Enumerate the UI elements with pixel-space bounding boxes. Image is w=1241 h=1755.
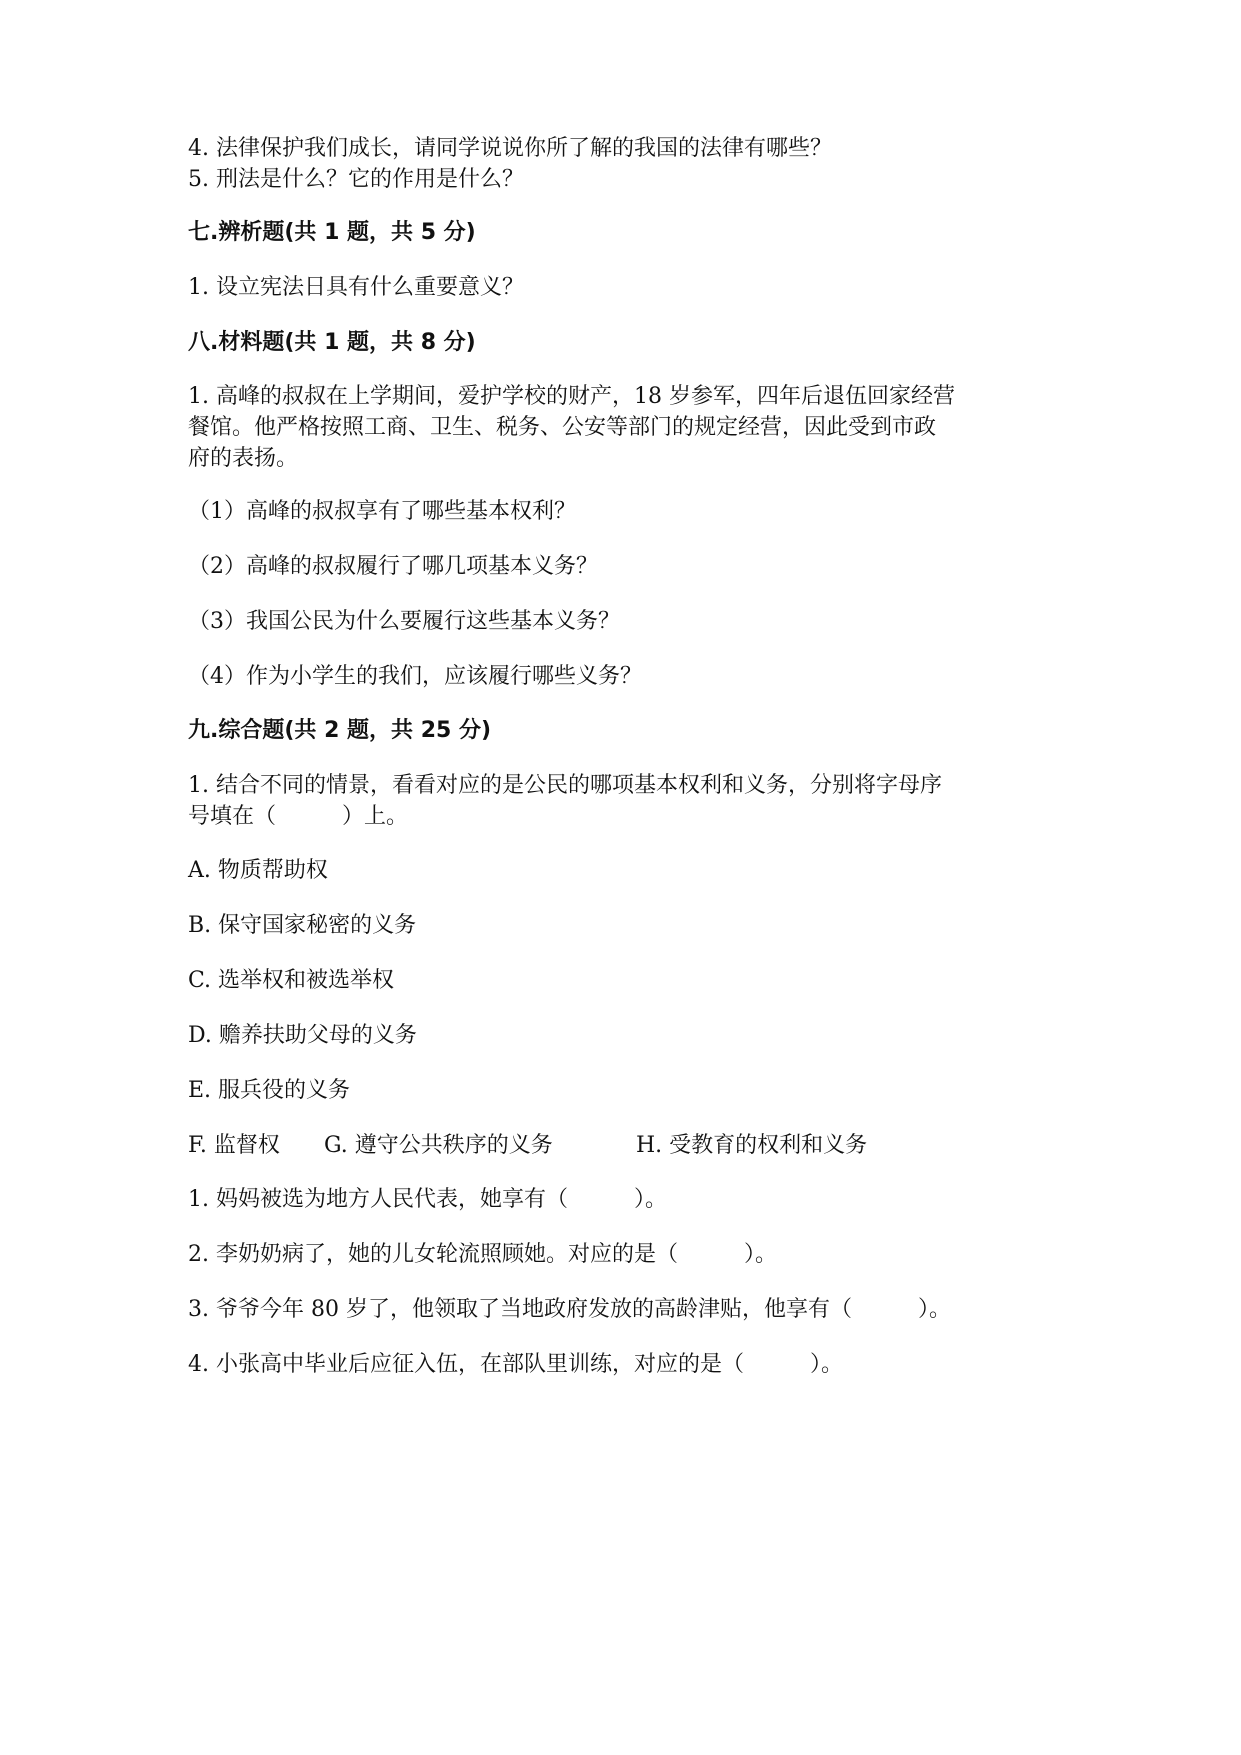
option-f: F. 监督权	[188, 1133, 280, 1158]
section-7-question-1: 1. 设立宪法日具有什么重要意义？	[188, 275, 524, 300]
material-line-1: 1. 高峰的叔叔在上学期间，爱护学校的财产，18 岁参军，四年后退伍回家经营	[188, 384, 955, 409]
scenario-2: 2. 李奶奶病了，她的儿女轮流照顾她。对应的是（ ）。	[188, 1242, 777, 1267]
section-9-intro-line-1: 1. 结合不同的情景，看看对应的是公民的哪项基本权利和义务，分别将字母序	[188, 773, 942, 798]
scenario-4: 4. 小张高中毕业后应征入伍，在部队里训练，对应的是（ ）。	[188, 1352, 843, 1377]
section-9-heading: 九.综合题(共 2 题，共 25 分)	[188, 718, 492, 743]
sub-question-4: （4）作为小学生的我们，应该履行哪些义务？	[188, 664, 642, 689]
option-a: A. 物质帮助权	[188, 858, 328, 883]
option-e: E. 服兵役的义务	[188, 1078, 351, 1103]
option-d: D. 赡养扶助父母的义务	[188, 1023, 417, 1048]
sub-question-1: （1）高峰的叔叔享有了哪些基本权利？	[188, 499, 576, 524]
section-7-heading: 七.辨析题(共 1 题，共 5 分)	[188, 220, 476, 245]
section-9-intro-line-2: 号填在（ ）上。	[188, 804, 409, 829]
material-line-2: 餐馆。他严格按照工商、卫生、税务、公安等部门的规定经营，因此受到市政	[188, 415, 937, 440]
question-4: 4. 法律保护我们成长，请同学说说你所了解的我国的法律有哪些？	[188, 136, 832, 161]
option-b: B. 保守国家秘密的义务	[188, 913, 417, 938]
option-g: G. 遵守公共秩序的义务	[324, 1133, 553, 1158]
option-h: H. 受教育的权利和义务	[636, 1133, 868, 1158]
option-c: C. 选举权和被选举权	[188, 968, 395, 993]
scenario-3: 3. 爷爷今年 80 岁了，他领取了当地政府发放的高龄津贴，他享有（ ）。	[188, 1297, 951, 1322]
sub-question-2: （2）高峰的叔叔履行了哪几项基本义务？	[188, 554, 598, 579]
sub-question-3: （3）我国公民为什么要履行这些基本义务？	[188, 609, 620, 634]
scenario-1: 1. 妈妈被选为地方人民代表，她享有（ ）。	[188, 1187, 667, 1212]
question-5: 5. 刑法是什么？它的作用是什么？	[188, 167, 524, 192]
material-line-3: 府的表扬。	[188, 446, 299, 471]
section-8-heading: 八.材料题(共 1 题，共 8 分)	[188, 330, 476, 355]
